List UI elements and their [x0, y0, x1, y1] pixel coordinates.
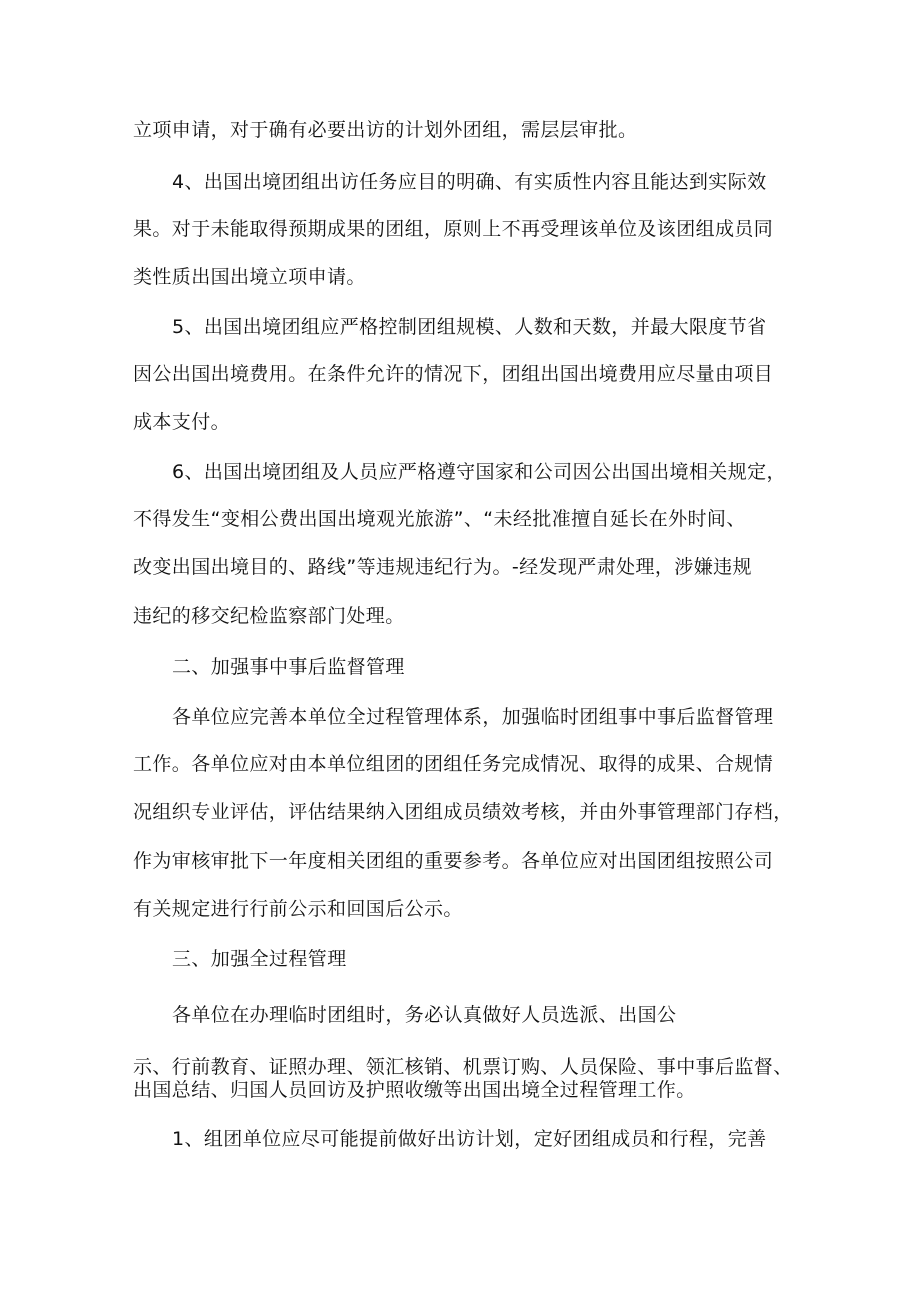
text-line: 各单位应完善本单位全过程管理体系，加强临时团组事中事后监督管理	[172, 706, 774, 728]
text-line: 各单位在办理临时团组时，务必认真做好人员选派、出国公	[172, 1004, 677, 1026]
section-heading: 二、加强事中事后监督管理	[172, 656, 405, 678]
text-line: 出国总结、归国人员回访及护照收缴等出国出境全过程管理工作。	[133, 1079, 696, 1101]
text-line: 因公出国出境费用。在条件允许的情况下，团组出国出境费用应尽量由项目	[133, 363, 774, 385]
text-line: 不得发生“变相公费出国出境观光旅游”、“未经批准擅自延长在外时间、	[133, 508, 746, 530]
text-line: 工作。各单位应对由本单位组团的团组任务完成情况、取得的成果、合规情	[133, 753, 774, 775]
text-line: 有关规定进行行前公示和回国后公示。	[133, 898, 463, 920]
section-heading: 三、加强全过程管理	[172, 948, 347, 970]
text-line: 成本支付。	[133, 411, 231, 433]
text-line: 类性质出国出境立项申请。	[133, 266, 366, 288]
text-line: 改变出国出境目的、路线”等违规违纪行为。-经发现严肃处理，涉嫌违规	[133, 556, 752, 578]
text-line: 1、组团单位应尽可能提前做好出访计划，定好团组成员和行程，完善	[172, 1128, 767, 1150]
text-line: 果。对于未能取得预期成果的团组，原则上不再受理该单位及该团组成员同	[133, 218, 774, 240]
text-line: 4、出国出境团组出访任务应目的明确、有实质性内容且能达到实际效	[172, 171, 767, 193]
text-line: 违纪的移交纪检监察部门处理。	[133, 605, 405, 627]
text-line: 作为审核审批下一年度相关团组的重要参考。各单位应对出国团组按照公司	[133, 850, 774, 872]
text-line: 示、行前教育、证照办理、领汇核销、机票订购、人员保险、事中事后监督、	[133, 1056, 793, 1078]
text-line: 6、出国出境团组及人员应严格遵守国家和公司因公出国出境相关规定，	[172, 461, 786, 483]
text-line: 5、出国出境团组应严格控制团组规模、人数和天数，并最大限度节省	[172, 316, 767, 338]
text-line: 立项申请，对于确有必要出访的计划外团组，需层层审批。	[133, 119, 638, 141]
text-line: 况组织专业评估，评估结果纳入团组成员绩效考核，并由外事管理部门存档，	[133, 801, 793, 823]
